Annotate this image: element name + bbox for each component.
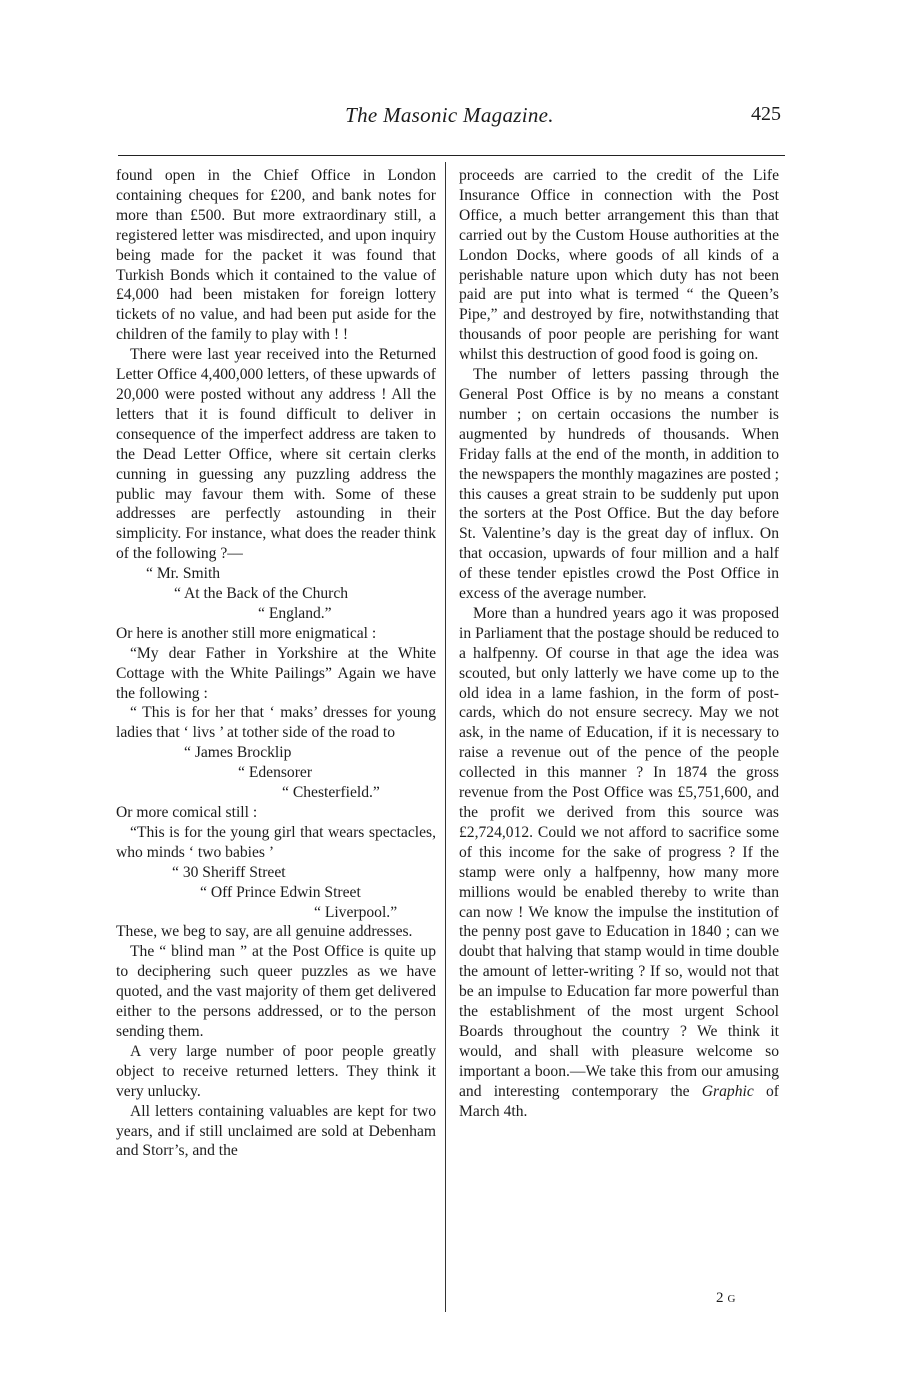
printer-signature	[716, 1290, 735, 1307]
paragraph: The “ blind man ” at the Post Office is quite up to deciphering such queer puzzles as we have quoted, and the vast majority of them get delivered either to the persons addressed, or to the person sending them.	[116, 943, 436, 1040]
address-line: “ Mr. Smith	[146, 565, 221, 583]
page-header	[0, 103, 899, 131]
address-line: “ England.”	[258, 604, 332, 622]
paragraph: The number of letters passing through the General Post Office is by no means a constant number ; on certain occasions the number is augmented by hundreds of thousands. When Friday falls at the end of the month, in addition to the newspapers the monthly magazines are posted ; this causes a great strain to be suddenly put upon the sorters at the Post Office. But the day before St. Valentine’s day is the great day of influx. On that occasion, upwards of four million and a half of these tender epistles crowd the Post Office in excess of the average number.	[459, 366, 780, 603]
address-line: “ Edensorer	[238, 764, 313, 782]
page-number: 425	[751, 103, 781, 125]
right-column	[459, 166, 779, 1122]
running-title: The Masonic Magazine.	[345, 103, 554, 127]
paragraph	[459, 604, 779, 1122]
paragraph: All letters containing valuables are kept for two years, and if still unclaimed are sold at Debenham and Storr’s, and the	[116, 1102, 436, 1160]
paragraph: “This is for the young girl that wears spectacles, who minds ‘ two babies ’	[116, 823, 436, 861]
address-line: “ 30 Sheriff Street	[172, 863, 286, 881]
paragraph: These, we beg to say, are all genuine addresses.	[116, 923, 413, 941]
paragraph: A very large number of poor people greatly object to receive returned letters. They think it very unlucky.	[116, 1042, 436, 1100]
paragraph-text: More than a hundred years ago it was proposed in Parliament that the postage should be reduced to a halfpenny. Of course in that age the idea was scouted, but only latterly we have come up to the old idea in a lame fashion, in the form of post-cards, which do not ensure secrecy. May we not ask, in the name of Education, if it is necessary to raise a revenue out of the pence of the people collected in this manner ? In 1874 the gross revenue from the Post Office was £5,751,600, and the profit we derived from this source was £2,724,012. Could we not afford to sacrifice some of this income for the sake of progress ? If the stamp were only a halfpenny, how many more millions would be enabled thereby to write than can now ! We know the impulse the institution of the penny post gave to Education in 1840 ; can we doubt that halving that stamp would in time double the amount of letter-writing ? If so, would not that be an impulse to Education far more powerful than the establishment of the most urgent School Boards throughout the country ? We think it would, and shall with pleasure welcome so important a boon.—We take this from our amusing and interesting contemporary the	[459, 604, 779, 1100]
paragraph: “ This is for her that ‘ maks’ dresses for young ladies that ‘ livs ’ at tother side of the road to	[116, 704, 436, 742]
paragraph: proceeds are carried to the credit of the Life Insurance Office in connection with the Post Office, a much better arrangement this than that carried out by the Custom House authorities at the London Docks, where goods of all kinds of a perishable nature upon which duty has not been paid are put into what is termed “ the Queen’s Pipe,” and destroyed by fire, notwithstanding that thousands of poor people are perishing for want whilst this destruction of good food is going on.	[459, 167, 779, 364]
header-rule	[118, 155, 785, 156]
address-line: “ Liverpool.”	[314, 903, 398, 921]
address-line: “ At the Back of the Church	[174, 585, 349, 603]
publication-title: Graphic	[701, 1082, 754, 1100]
address-line: “ James Brocklip	[184, 744, 292, 762]
paragraph: There were last year received into the Returned Letter Office 4,400,000 letters, of these upwards of 20,000 were posted without any address ! All the letters that it is found difficult to deliver in consequence of the imperfect address are taken to the Dead Letter Office, where sit certain clerks cunning in guessing any puzzling address the public may favour them with. Some of these addresses are perfectly astounding in their simplicity. For instance, what does the reader think of the following ?—	[116, 346, 436, 563]
paragraph: “My dear Father in Yorkshire at the White Cottage with the White Pailings” Again we have the following :	[116, 644, 436, 702]
address-line: “ Off Prince Edwin Street	[200, 883, 361, 901]
signature-letter: G	[727, 1293, 736, 1305]
address-line: “ Chesterfield.”	[282, 784, 380, 802]
paragraph: Or more comical still :	[116, 804, 258, 821]
paragraph: found open in the Chief Office in London containing cheques for £200, and bank notes for more than £500. But more extraordinary still, a registered letter was misdirected, and upon inquiry being made for the packet it was found that Turkish Bonds which it contained to the value of £4,000 had been mistaken for foreign lottery tickets of no value, and had been put aside for the children of the family to play with ! !	[116, 167, 436, 344]
paragraph: Or here is another still more enigmatical :	[116, 624, 377, 642]
paragraph-text: of March 4th.	[459, 1082, 779, 1120]
signature-number: 2	[716, 1290, 724, 1306]
column-divider	[445, 162, 446, 1312]
left-column	[116, 166, 436, 1161]
